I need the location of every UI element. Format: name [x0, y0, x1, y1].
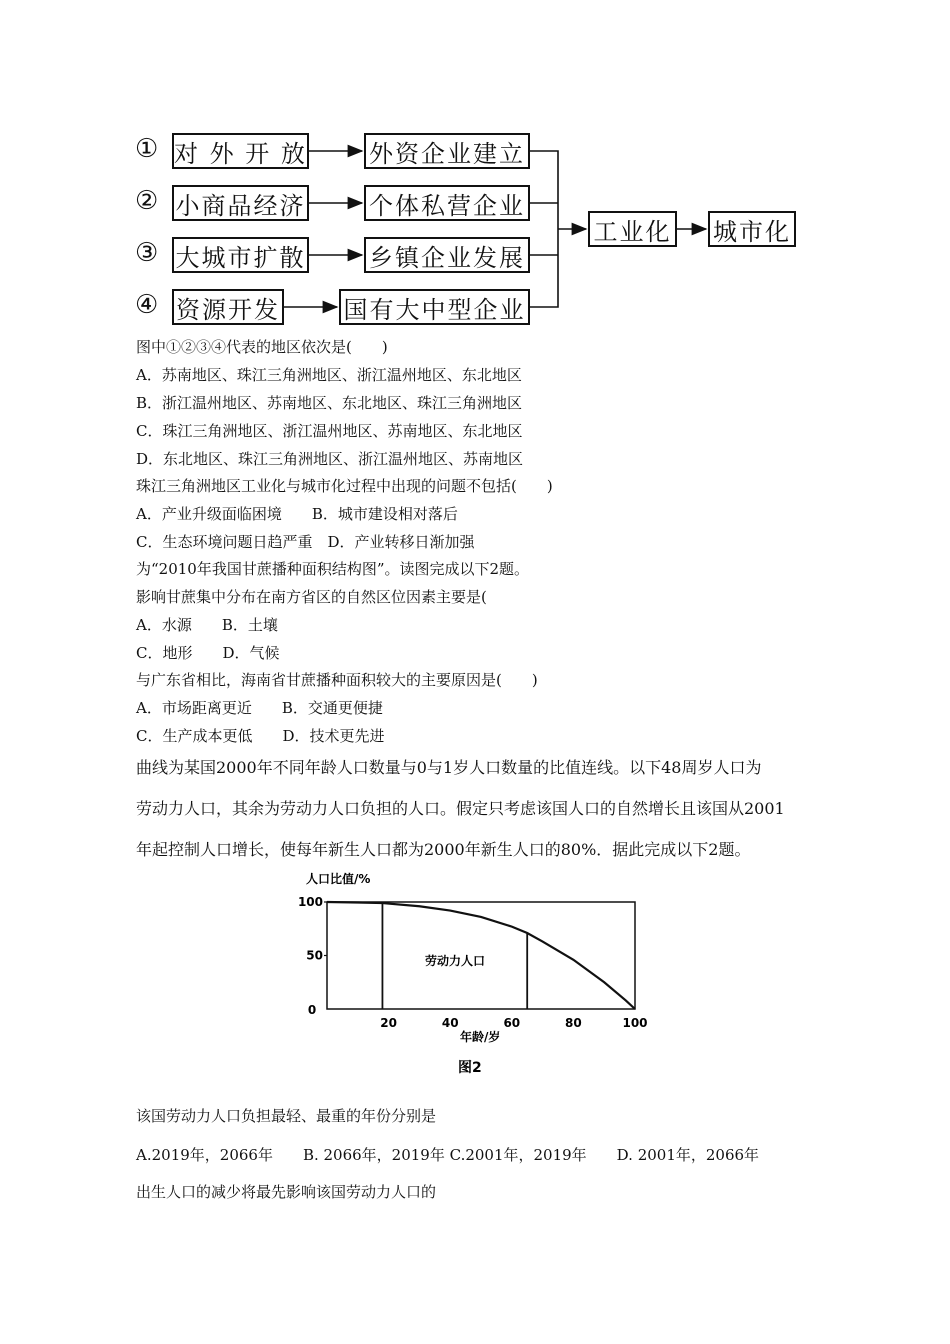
- q1-stem: 图中①②③④代表的地区依次是( ): [136, 338, 388, 356]
- x-tick-label: 0: [307, 1003, 317, 1017]
- intro-population-line1: 曲线为某国2000年不同年龄人口数量与0与1岁人口数量的比值连线。以下48周岁人口为: [136, 758, 762, 777]
- intro-population-line2: 劳动力人口，其余为劳动力人口负担的人口。假定只考虑该国人口的自然增长且该国从2001: [136, 799, 785, 818]
- q4-options-ab: A．市场距离更近 B．交通更便捷: [136, 699, 383, 717]
- population-ratio-chart: [290, 865, 660, 1080]
- x-axis-label: 年龄/岁: [460, 1030, 501, 1044]
- figure-caption: 图2: [458, 1060, 482, 1076]
- cause-box-1: 对 外 开 放: [172, 133, 309, 169]
- x-tick-label: 40: [441, 1016, 459, 1030]
- q1-option-b: B．浙江温州地区、苏南地区、东北地区、珠江三角洲地区: [136, 394, 523, 412]
- effect-box-1: 外资企业建立: [364, 133, 530, 169]
- q3-stem: 影响甘蔗集中分布在南方省区的自然区位因素主要是(: [136, 588, 487, 606]
- bracket-line: [530, 151, 558, 307]
- q2-options-cd: C．生态环境问题日趋严重 D．产业转移日渐加强: [136, 533, 475, 551]
- flow-connectors: [0, 0, 950, 340]
- q3-options-ab: A．水源 B．土壤: [136, 616, 278, 634]
- x-tick-label: 100: [622, 1016, 648, 1030]
- x-tick-label: 80: [565, 1016, 582, 1030]
- q4-options-cd: C．生产成本更低 D．技术更先进: [136, 727, 385, 745]
- q4-stem: 与广东省相比，海南省甘蔗播种面积较大的主要原因是( ): [136, 671, 538, 689]
- cause-box-3: 大城市扩散: [172, 237, 309, 273]
- q1-option-c: C．珠江三角洲地区、浙江温州地区、苏南地区、东北地区: [136, 422, 523, 440]
- industrialization-box: 工业化: [588, 211, 677, 247]
- q2-options-ab: A．产业升级面临困境 B．城市建设相对落后: [136, 505, 458, 523]
- effect-box-3: 乡镇企业发展: [364, 237, 530, 273]
- x-tick-label: 60: [503, 1016, 521, 1030]
- row-number-3: ③: [135, 238, 159, 268]
- q1-option-a: A．苏南地区、珠江三角洲地区、浙江温州地区、东北地区: [136, 366, 522, 384]
- y-axis-label: 人口比值/%: [306, 872, 371, 886]
- labor-force-region-label: 劳动力人口: [425, 954, 486, 968]
- row-number-2: ②: [135, 186, 159, 216]
- q2-stem: 珠江三角洲地区工业化与城市化过程中出现的问题不包括( ): [136, 477, 553, 495]
- effect-box-2: 个体私营企业: [364, 185, 530, 221]
- q5-stem: 该国劳动力人口负担最轻、最重的年份分别是: [136, 1107, 437, 1125]
- cause-box-2: 小商品经济: [172, 185, 309, 221]
- q5-options: A.2019年，2066年 B. 2066年，2019年 C.2001年，2019年 D. 2001年，2066年: [136, 1146, 760, 1164]
- urbanization-box: 城市化: [708, 211, 796, 247]
- q3-options-cd: C．地形 D．气候: [136, 644, 280, 662]
- q1-option-d: D．东北地区、珠江三角洲地区、浙江温州地区、苏南地区: [136, 450, 524, 468]
- intro-population-line3: 年起控制人口增长，使每年新生人口都为2000年新生人口的80%．据此完成以下2题。: [136, 840, 751, 859]
- cause-box-4: 资源开发: [172, 289, 284, 325]
- effect-box-4: 国有大中型企业: [339, 289, 530, 325]
- intro-sugarcane: 为“2010年我国甘蔗播种面积结构图”。读图完成以下2题。: [136, 560, 530, 578]
- row-number-4: ④: [135, 290, 159, 320]
- q6-stem: 出生人口的减少将最先影响该国劳动力人口的: [136, 1183, 437, 1201]
- y-tick-label: 50: [306, 948, 323, 963]
- x-tick-label: 20: [380, 1016, 397, 1030]
- y-tick-label: 100: [297, 895, 323, 909]
- row-number-1: ①: [135, 134, 159, 164]
